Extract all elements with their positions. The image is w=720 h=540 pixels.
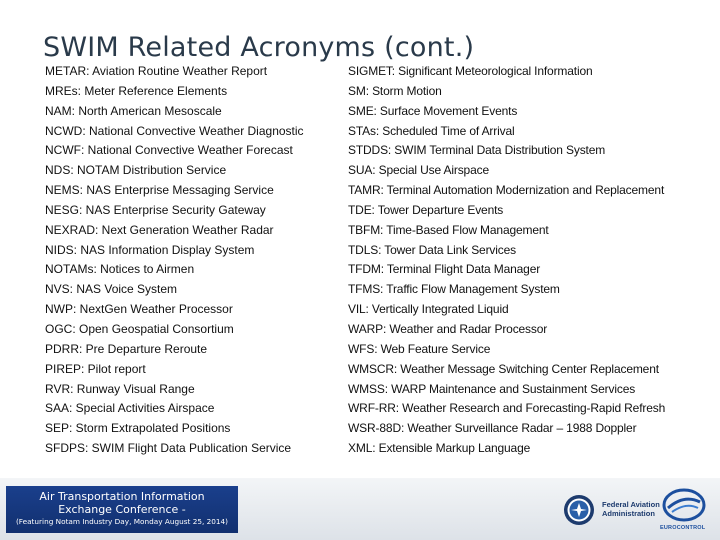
acronym-item: SM: Storm Motion	[348, 83, 442, 98]
acronym-item: RVR: Runway Visual Range	[45, 381, 195, 396]
acronym-item: NDS: NOTAM Distribution Service	[45, 163, 227, 178]
acronym-item: STDDS: SWIM Terminal Data Distribution System	[348, 143, 606, 158]
faa-line-1: Federal Aviation	[602, 500, 660, 509]
conference-banner	[6, 486, 238, 533]
acronym-item: OGC: Open Geospatial Consortium	[45, 321, 234, 336]
acronym-item: WFS: Web Feature Service	[348, 341, 491, 356]
acronym-item: SIGMET: Significant Meteorological Information	[348, 64, 593, 78]
slide-title: SWIM Related Acronyms (cont.)	[43, 32, 475, 64]
acronym-item: TDE: Tower Departure Events	[348, 202, 504, 217]
acronym-list-left	[45, 62, 335, 459]
acronym-item: TFMS: Traffic Flow Management System	[348, 282, 560, 297]
acronym-item: METAR: Aviation Routine Weather Report	[45, 64, 268, 78]
acronym-item: TDLS: Tower Data Link Services	[348, 242, 517, 257]
acronym-item: NESG: NAS Enterprise Security Gateway	[45, 202, 266, 217]
acronym-item: NAM: North American Mesoscale	[45, 103, 222, 118]
acronym-item: NCWD: National Convective Weather Diagnostic	[45, 123, 304, 138]
acronym-item: VIL: Vertically Integrated Liquid	[348, 302, 509, 317]
acronym-item: WMSS: WARP Maintenance and Sustainment Services	[348, 381, 636, 396]
faa-line-2: Administration	[602, 509, 655, 518]
acronym-item: TFDM: Terminal Flight Data Manager	[348, 262, 541, 277]
acronym-item: WSR-88D: Weather Surveillance Radar – 1988 Doppler	[348, 421, 637, 436]
acronym-item: NWP: NextGen Weather Processor	[45, 302, 233, 317]
acronym-item: PDRR: Pre Departure Reroute	[45, 341, 208, 356]
acronym-item: SME: Surface Movement Events	[348, 103, 518, 118]
banner-line-2: Exchange Conference -	[58, 503, 186, 516]
acronym-item: SUA: Special Use Airspace	[348, 163, 489, 178]
acronym-item: SFDPS: SWIM Flight Data Publication Service	[45, 441, 292, 456]
banner-line-3: (Featuring Notam Industry Day, Monday August 25, 2014)	[15, 517, 229, 526]
acronym-item: NEXRAD: Next Generation Weather Radar	[45, 222, 274, 237]
acronym-item: TBFM: Time-Based Flow Management	[348, 222, 549, 237]
acronym-item: NOTAMs: Notices to Airmen	[45, 262, 195, 277]
acronym-item: SAA: Special Activities Airspace	[45, 401, 215, 416]
acronym-item: MREs: Meter Reference Elements	[45, 83, 228, 98]
acronym-item: WARP: Weather and Radar Processor	[348, 321, 548, 336]
acronym-item: PIREP: Pilot report	[45, 361, 146, 376]
acronym-item: WRF-RR: Weather Research and Forecasting-Rapid Refresh	[348, 401, 666, 416]
footer-bar	[0, 478, 720, 540]
eurocontrol-wordmark: EUROCONTROL	[660, 525, 706, 531]
eurocontrol-logo-icon	[662, 488, 706, 522]
acronym-item: NIDS: NAS Information Display System	[45, 242, 255, 257]
acronym-item: SEP: Storm Extrapolated Positions	[45, 421, 231, 436]
acronym-item: STAs: Scheduled Time of Arrival	[348, 123, 515, 138]
faa-wordmark	[602, 500, 660, 518]
acronym-item: XML: Extensible Markup Language	[348, 441, 531, 456]
acronym-item: WMSCR: Weather Message Switching Center Replacement	[348, 361, 659, 376]
acronym-item: TAMR: Terminal Automation Modernization and Replacement	[348, 183, 665, 198]
faa-seal-icon	[563, 494, 595, 526]
acronym-item: NCWF: National Convective Weather Forecast	[45, 143, 293, 158]
acronym-list-right	[348, 62, 716, 459]
acronym-item: NEMS: NAS Enterprise Messaging Service	[45, 183, 274, 198]
banner-line-1: Air Transportation Information	[39, 490, 205, 503]
acronym-item: NVS: NAS Voice System	[45, 282, 178, 297]
